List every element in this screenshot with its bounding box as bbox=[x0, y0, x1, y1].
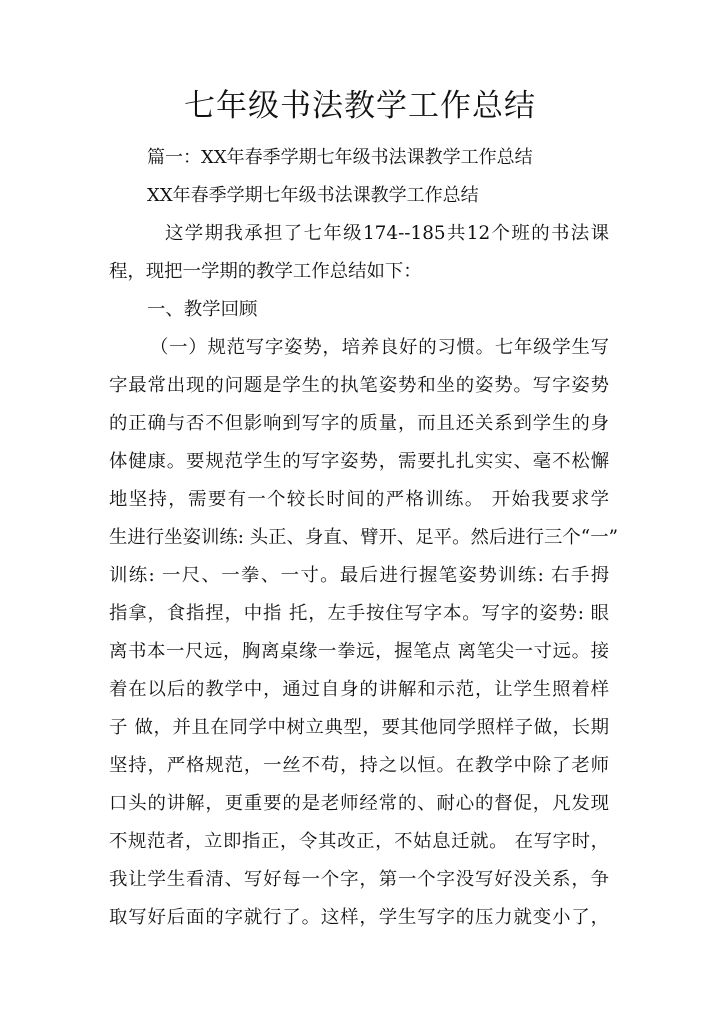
body-line-14: 坚持，严格规范，一丝不苟，持之以恒。在教学中除了老师 bbox=[109, 755, 609, 776]
body-line-5: 的正确与否不但影响到写字的质量，而且还关系到学生的身 bbox=[109, 413, 609, 434]
body-line-6: 体健康。要规范学生的写字姿势，需要扎扎实实、毫不松懈 bbox=[109, 451, 609, 472]
document-title: 七年级书法教学工作总结 bbox=[184, 88, 536, 124]
body-line-17: 我让学生看清、写好每一个字，第一个字没写好没关系，争 bbox=[109, 869, 609, 890]
body-line-12: 着在以后的教学中，通过自身的讲解和示范，让学生照着样 bbox=[109, 679, 609, 700]
body-line-1: 这学期我承担了七年级174--185共12个班的书法课 bbox=[165, 223, 609, 244]
body-line-10: 指拿，食指捏，中指 托，左手按住写字本。写字的姿势: 眼 bbox=[109, 603, 609, 624]
body-line-9: 训练: 一尺、一拳、一寸。最后进行握笔姿势训练: 右手拇 bbox=[109, 565, 609, 586]
body-line-4: 字最常出现的问题是学生的执笔姿势和坐的姿势。写字姿势 bbox=[109, 375, 609, 396]
body-line-16: 不规范者，立即指正，令其改正，不姑息迁就。 在写字时， bbox=[109, 831, 609, 852]
body-line-18: 取写好后面的字就行了。这样，学生写字的压力就变小了， bbox=[109, 907, 609, 928]
section-heading-2: XX年春季学期七年级书法课教学工作总结 bbox=[147, 185, 479, 206]
body-line-8: 生进行坐姿训练: 头正、身直、臂开、足平。然后进行三个“一” bbox=[109, 527, 619, 548]
body-line-13: 子 做，并且在同学中树立典型，要其他同学照样子做，长期 bbox=[109, 717, 609, 738]
body-line-7: 地坚持，需要有一个较长时间的严格训练。 开始我要求学 bbox=[109, 489, 609, 510]
body-line-15: 口头的讲解，更重要的是老师经常的、耐心的督促，凡发现 bbox=[109, 793, 609, 814]
body-line-11: 离书本一尺远，胸离桌缘一拳远，握笔点 离笔尖一寸远。接 bbox=[109, 641, 609, 662]
body-heading-review: 一、教学回顾 bbox=[147, 299, 258, 320]
body-line-3: （一）规范写字姿势，培养良好的习惯。七年级学生写 bbox=[150, 337, 609, 358]
body-line-2: 程，现把一学期的教学工作总结如下： bbox=[109, 261, 422, 282]
section-heading-1: 篇一：XX年春季学期七年级书法课教学工作总结 bbox=[147, 147, 533, 168]
